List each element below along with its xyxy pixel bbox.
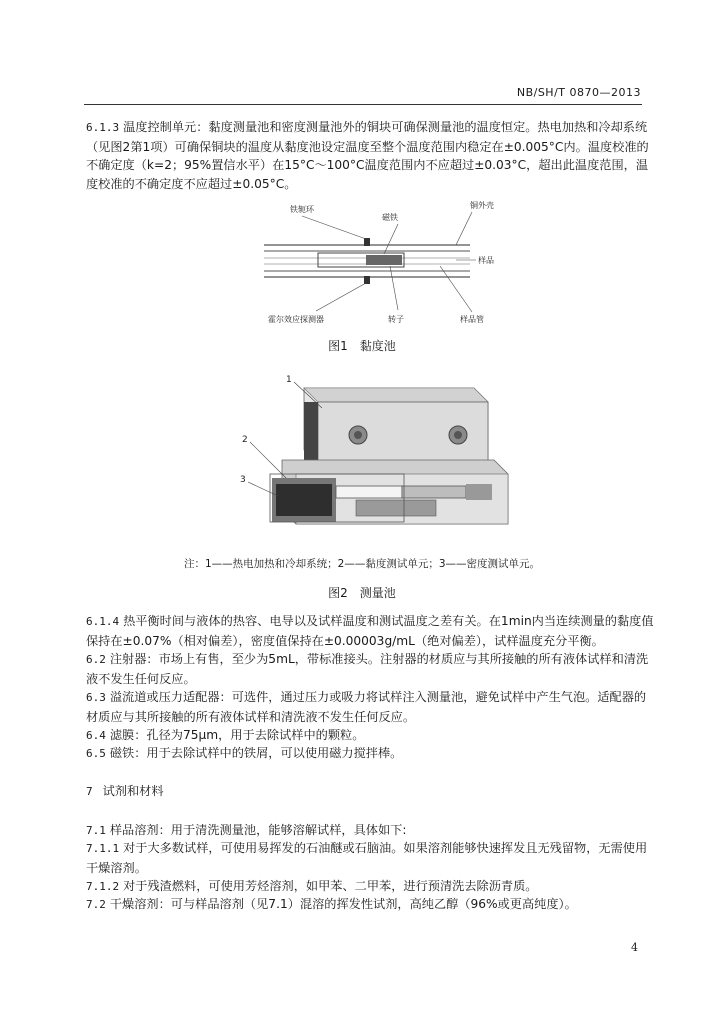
- section-number: 6.3: [86, 691, 106, 704]
- chapter-title: 试剂和材料: [102, 784, 164, 798]
- section-number: 7.2: [86, 898, 106, 911]
- section-text: 样品溶剂：用于清洗测量池，能够溶解试样，具体如下:: [109, 823, 407, 837]
- label-sample-tube: 样品管: [460, 315, 484, 324]
- label-yoke-ring: 铁轭环: [290, 205, 314, 214]
- section-text: 磁铁：用于去除试样中的铁屑，可以使用磁力搅拌棒。: [109, 746, 403, 760]
- section-number: 6.2: [86, 653, 106, 666]
- callout-1: 1: [286, 375, 292, 385]
- document-code-header: NB/SH/T 0870—2013: [516, 86, 641, 99]
- section-text: 滤膜：孔径为75μm，用于去除试样中的颗粒。: [109, 728, 365, 742]
- section-text: 温度控制单元：黏度测量池和密度测量池外的铜块可确保测量池的温度恒定。热电加热和冷却系统（见图2第1项）可确保铜块的温度从黏度池设定温度至整个温度范围内稳定在±0.005°C内。温度校准的不确定度（k=2；95%置信水平）在15°C～100°C温度范围内不应超过±0.03°C，超出此温度范围，温度校准的不确定度不应超过±0.05°C。: [86, 120, 649, 191]
- page-number: 4: [631, 941, 638, 954]
- section-number: 6.4: [86, 729, 106, 742]
- section-text: 注射器：市场上有售，至少为5mL，带标准接头。注射器的材质应与其所接触的所有液体试样和清洗液不发生任何反应。: [86, 652, 649, 686]
- section-7-1: [86, 821, 658, 841]
- section-text: 溢流道或压力适配器：可选件，通过压力或吸力将试样注入测量池，避免试样中产生气泡。适配器的材质应与其所接触的所有液体试样和清洗液不发生任何反应。: [86, 690, 647, 724]
- callout-3: 3: [240, 475, 246, 485]
- section-number: 6.5: [86, 747, 106, 760]
- section-text: 热平衡时间与液体的热容、电导以及试样温度和测试温度之差有关。在1min内当连续测量的黏度值保持在±0.07%（相对偏差），密度值保持在±0.00003g/mL（绝对偏差），试样温度充分平衡。: [86, 614, 654, 648]
- label-copper-housing: 铜外壳: [470, 201, 494, 210]
- section-number: 7.1.1: [86, 842, 120, 855]
- section-number: 6.1.4: [86, 615, 120, 628]
- measuring-cell-drawing: [270, 388, 508, 524]
- figure-2-note: 注：1——热电加热和冷却系统；2——黏度测试单元；3——密度测试单元。: [183, 558, 541, 570]
- figure-2-measuring-cell: [226, 368, 516, 544]
- label-sample: 样品: [478, 256, 494, 265]
- section-6-1-4: [86, 612, 658, 650]
- section-6-3: [86, 688, 658, 726]
- section-text: 对于残渣燃料，可使用芳烃溶剂，如甲苯、二甲苯，进行预清洗去除沥青质。: [123, 879, 538, 893]
- figure-2-caption: 图2 测量池: [328, 586, 396, 600]
- label-hall-detector: 霍尔效应探测器: [268, 315, 324, 324]
- section-7-1-1: [86, 839, 658, 877]
- section-text: 对于大多数试样，可使用易挥发的石油醚或石脑油。如果溶剂能够快速挥发且无残留物，无需使用干燥溶剂。: [86, 841, 648, 875]
- header-rule: [84, 104, 642, 105]
- section-6-5: [86, 744, 658, 764]
- figure-1-caption: 图1 黏度池: [328, 339, 396, 353]
- section-text: 干燥溶剂：可与样品溶剂（见7.1）混溶的挥发性试剂，高纯乙醇（96%或更高纯度）。: [109, 897, 577, 911]
- chapter-7-heading: [86, 782, 658, 802]
- callout-2: 2: [242, 435, 248, 445]
- label-magnet: 磁铁: [382, 213, 398, 222]
- section-number: 7.1: [86, 824, 106, 837]
- section-number: 6.1.3: [86, 121, 120, 134]
- label-rotor: 转子: [388, 315, 404, 324]
- section-number: 7.1.2: [86, 880, 120, 893]
- chapter-number: 7: [86, 785, 93, 798]
- section-7-1-2: [86, 877, 658, 897]
- section-6-4: [86, 726, 658, 746]
- section-6-1-3: [86, 118, 658, 193]
- viscosity-cell-drawing: [264, 238, 470, 284]
- section-6-2: [86, 650, 658, 688]
- section-7-2: [86, 895, 658, 915]
- figure-1-viscosity-cell: [260, 198, 500, 328]
